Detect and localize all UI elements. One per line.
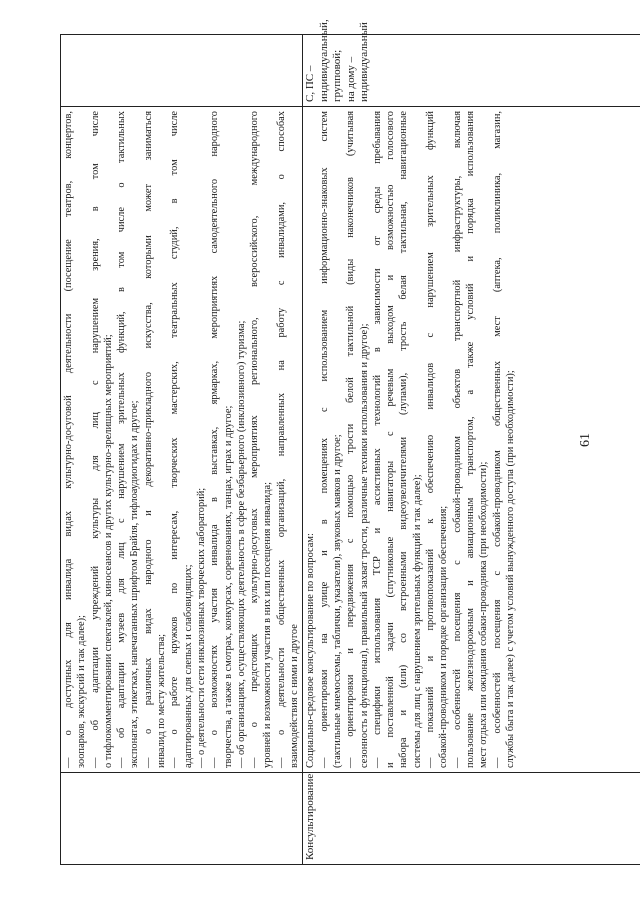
service-name-cell xyxy=(61,773,303,865)
description-line: — об адаптации учреждений культуры для лиц с нарушением зрения, в том числе xyxy=(89,111,101,768)
description-line: взаимодействия с ними и другое xyxy=(289,624,301,768)
page-number: 61 xyxy=(578,433,593,447)
service-form-cell xyxy=(61,35,303,107)
description-text xyxy=(62,111,301,768)
description-line: зоопарков, экскурсий и так далее); xyxy=(76,615,88,768)
description-line: — ориентировки и передвижения с помощью трости белой тактильной (виды наконечников (учитывая xyxy=(345,111,357,768)
description-line: и поставленной задачи (спутниковые навигаторы с речевым выходом и возможностью голосового xyxy=(385,111,397,768)
description-line: — об организациях, осуществляющих деятельность в сфере безбарьерного (инклюзивного) туризма; xyxy=(235,320,247,768)
description-line: — о работе кружков по интересам, творческих мастерских, театральных студий, в том числе xyxy=(169,111,181,768)
description-line: — особенностей посещения с собакой-проводником объектов транспортной инфраструктуры, включая xyxy=(451,111,463,768)
description-line: — показаний и противопоказаний к обеспечению инвалидов с нарушением зрительных функций xyxy=(425,111,437,768)
description-line: набора и (или) со встроенными видеоувеличителями (лупами), трость белая тактильная, навигационные xyxy=(398,111,410,768)
services-table xyxy=(60,19,640,865)
description-line: творчества, а также в смотрах, конкурсах, соревнованиях, танцах, играх и другое; xyxy=(222,405,234,768)
service-form-cell: С, ПС – индивидуальный, групповой; на дому – индивидуальный xyxy=(303,35,640,107)
description-line: о тифлокомментировании спектаклей, киносеансов и других культурно-зрелищных мероприятий; xyxy=(102,334,114,768)
description-line: пользование железнодорожным и авиационным транспортом, а также условий и порядка использования xyxy=(464,111,476,768)
description-line: — о возможностях участия инвалида в выставках, ярмарках, мероприятиях самодеятельного народного xyxy=(209,111,221,768)
rotated-page xyxy=(60,19,590,865)
description-line: — о деятельности сети инклюзивных творческих лабораторий; xyxy=(195,487,207,768)
description-line: (тактильные мнемосхемы, таблички, указатели), звуковых маяков и другое; xyxy=(331,434,343,768)
description-line: экспонатах, этикетках, напечатанных шрифтом Брайля, тифлоаудиогидах и другое; xyxy=(129,400,141,768)
description-line: службы быта и так далее) с учетом условий вынужденного доступа (при необходимости); xyxy=(504,370,516,768)
description-line: Социально-средовое консультирование по вопросам: xyxy=(305,533,317,768)
table-row xyxy=(61,35,303,865)
service-description-cell xyxy=(61,107,303,773)
description-line: — о предстоящих культурно-досуговых мероприятиях регионального, всероссийского, международного xyxy=(249,111,261,768)
description-line: сезонность и функционал), правильный захват трости, различные техники использования и другое); xyxy=(358,323,370,768)
description-line: собакой-проводником и порядке организации обеспечения; xyxy=(438,505,450,768)
description-line: — о различных видах народного и декоративно-прикладного искусства, которыми может заниматься xyxy=(142,111,154,768)
description-line: — особенностей посещения с собакой-проводником общественных мест (аптека, поликлиника, магазин, xyxy=(491,111,503,768)
table-row xyxy=(303,35,640,865)
service-name-cell: Консультирование xyxy=(303,773,640,865)
description-line: — об адаптации музеев для лиц с нарушением зрительных функций, в том числе о тактильных xyxy=(116,111,128,768)
description-line: — специфики использования ТСР и ассистивных технологий в зависимости от среды пребывания xyxy=(371,111,383,768)
service-description-cell xyxy=(303,107,640,773)
description-text xyxy=(304,111,517,768)
description-line: — о деятельности общественных организаций, направленных на работу с инвалидами, о способах xyxy=(275,111,287,768)
description-line: — ориентировки на улице и в помещениях с использованием информационно-знаковых систем xyxy=(318,111,330,768)
description-line: — о доступных для инвалида видах культурно-досуговой деятельности (посещение театров, концертов, xyxy=(63,111,74,768)
description-line: системы для лиц с нарушением зрительных функций и так далее); xyxy=(411,474,423,768)
description-line: адаптированных для слепых и слабовидящих; xyxy=(182,564,194,768)
description-line: мест отдыха или ожидания собаки-проводника (при необходимости); xyxy=(478,461,490,768)
description-line: инвалид по месту жительства; xyxy=(156,633,168,768)
description-line: уровней и возможности участия в них или посещения инвалида; xyxy=(262,481,274,768)
